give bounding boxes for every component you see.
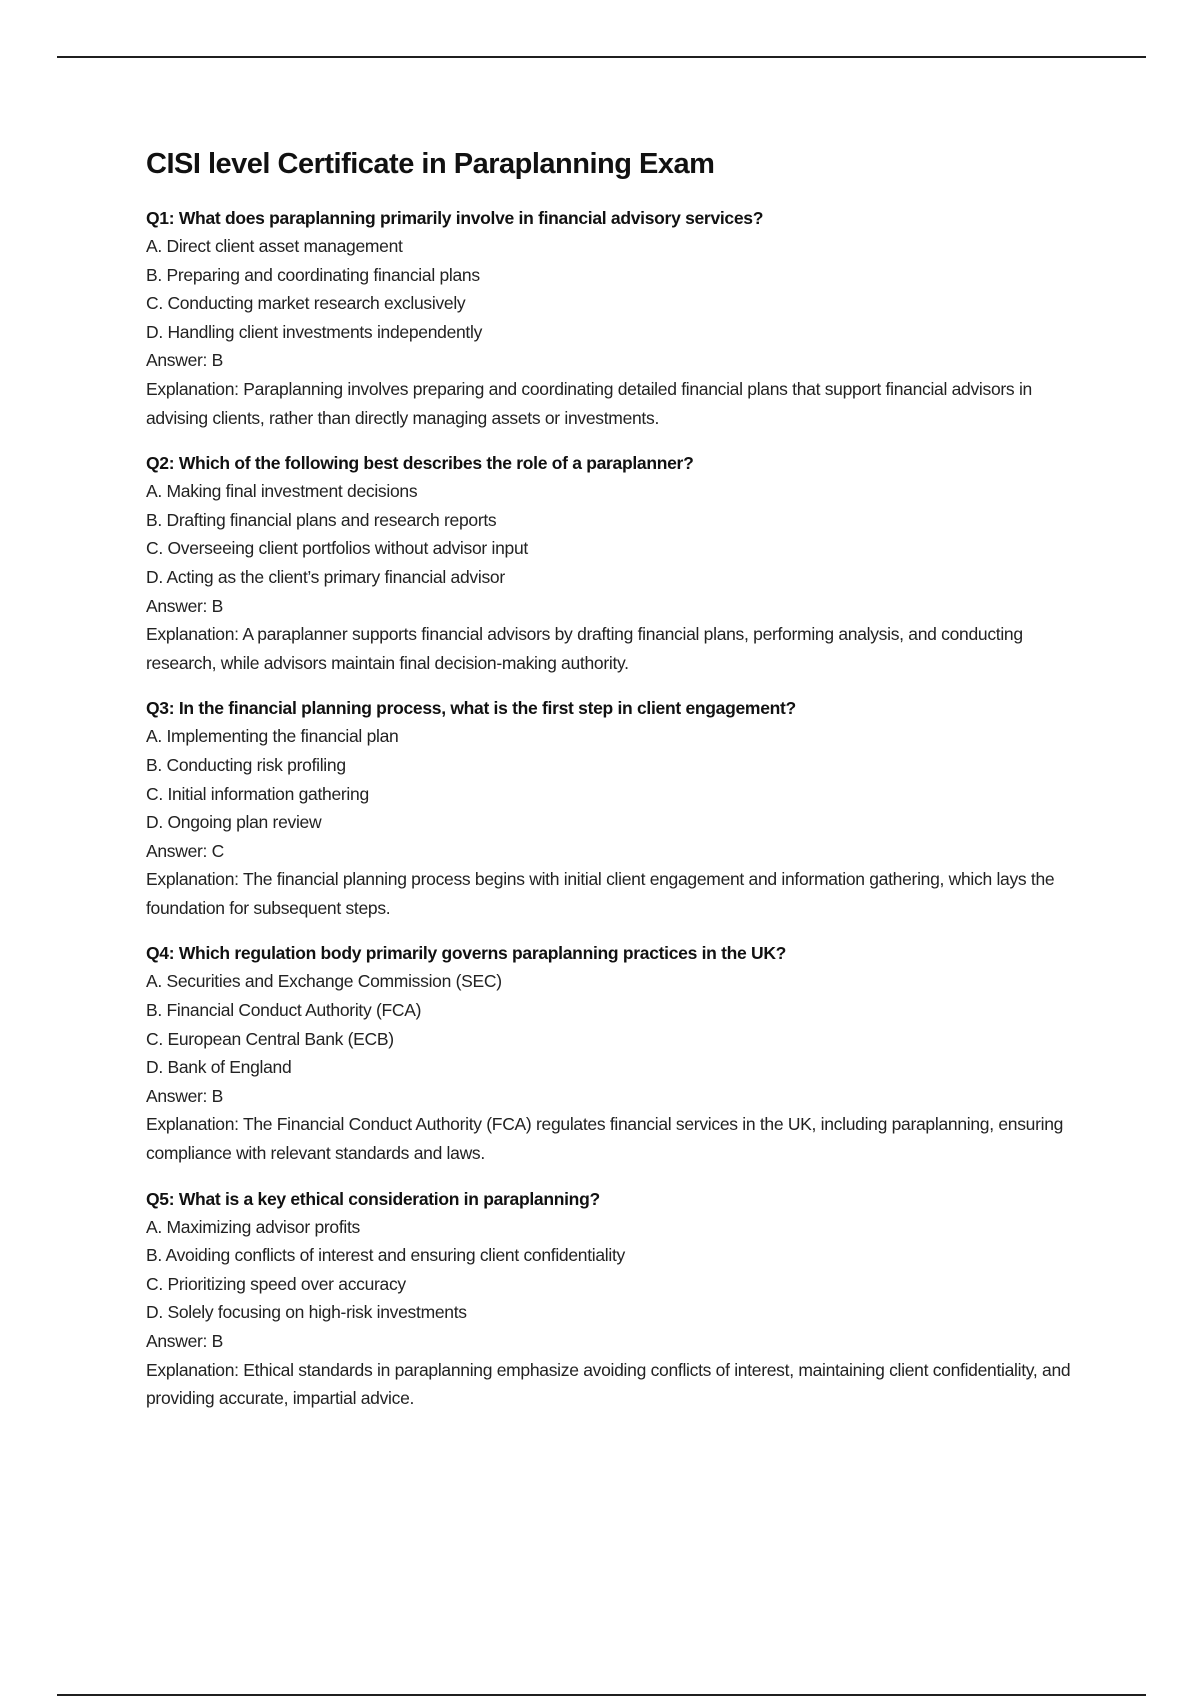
answer: Answer: B <box>146 1331 224 1351</box>
question-block-4 <box>146 939 1076 1167</box>
option-c: C. European Central Bank (ECB) <box>146 1028 394 1049</box>
footer-rule <box>57 1694 1146 1696</box>
question-text: Q2: Which of the following best describes the role of a paraplanner? <box>146 453 694 474</box>
option-a: A. Making final investment decisions <box>146 481 418 502</box>
option-b: B. Avoiding conflicts of interest and ensuring client confidentiality <box>146 1245 625 1266</box>
question-block-3 <box>146 694 1076 922</box>
header-rule <box>57 56 1146 58</box>
option-c: C. Overseeing client portfolios without advisor input <box>146 538 528 559</box>
option-a: A. Securities and Exchange Commission (SEC) <box>146 971 502 992</box>
explanation: Explanation: The financial planning process begins with initial client engagement and information gathering, which lays the foundation for subsequent steps. <box>146 869 1055 918</box>
answer: Answer: B <box>146 350 224 371</box>
question-text: Q5: What is a key ethical consideration in paraplanning? <box>146 1188 600 1209</box>
option-d: D. Solely focusing on high-risk investments <box>146 1302 467 1323</box>
option-c: C. Conducting market research exclusively <box>146 293 466 314</box>
answer: Answer: B <box>146 595 224 616</box>
option-d: D. Ongoing plan review <box>146 812 322 833</box>
explanation: Explanation: The Financial Conduct Authority (FCA) regulates financial services in the UK, including paraplanning, ensuring compliance with relevant standards and laws. <box>146 1114 1064 1164</box>
question-text: Q3: In the financial planning process, what is the first step in client engagement? <box>146 698 796 719</box>
explanation: Explanation: Ethical standards in paraplanning emphasize avoiding conflicts of interest, maintaining client confidentiality, and providing accurate, impartial advice. <box>146 1359 1071 1409</box>
option-c: C. Initial information gathering <box>146 783 369 804</box>
question-text: Q4: Which regulation body primarily governs paraplanning practices in the UK? <box>146 943 787 964</box>
option-a: A. Direct client asset management <box>146 236 403 256</box>
document-title: CISI level Certificate in Paraplanning Exam <box>146 148 715 180</box>
explanation: Explanation: Paraplanning involves preparing and coordinating detailed financial plans that support financial advisors in advising clients, rather than directly managing assets or investments. <box>146 378 1032 428</box>
document-body <box>146 146 1076 1430</box>
question-block-1 <box>146 204 1076 432</box>
answer: Answer: B <box>146 1085 224 1106</box>
option-d: D. Bank of England <box>146 1057 292 1078</box>
question-block-2 <box>146 449 1076 677</box>
question-block-5 <box>146 1185 1076 1413</box>
option-b: B. Drafting financial plans and research reports <box>146 509 497 530</box>
option-d: D. Acting as the client’s primary financial advisor <box>146 566 505 587</box>
option-c: C. Prioritizing speed over accuracy <box>146 1273 406 1294</box>
option-b: B. Preparing and coordinating financial plans <box>146 264 480 285</box>
option-d: D. Handling client investments independently <box>146 321 483 342</box>
option-a: A. Implementing the financial plan <box>146 726 399 747</box>
explanation: Explanation: A paraplanner supports financial advisors by drafting financial plans, performing analysis, and conducting research, while advisors maintain final decision-making authority. <box>146 624 1023 673</box>
answer: Answer: C <box>146 840 225 861</box>
question-text: Q1: What does paraplanning primarily involve in financial advisory services? <box>146 208 764 228</box>
option-a: A. Maximizing advisor profits <box>146 1216 361 1237</box>
option-b: B. Financial Conduct Authority (FCA) <box>146 1000 422 1021</box>
option-b: B. Conducting risk profiling <box>146 754 346 775</box>
